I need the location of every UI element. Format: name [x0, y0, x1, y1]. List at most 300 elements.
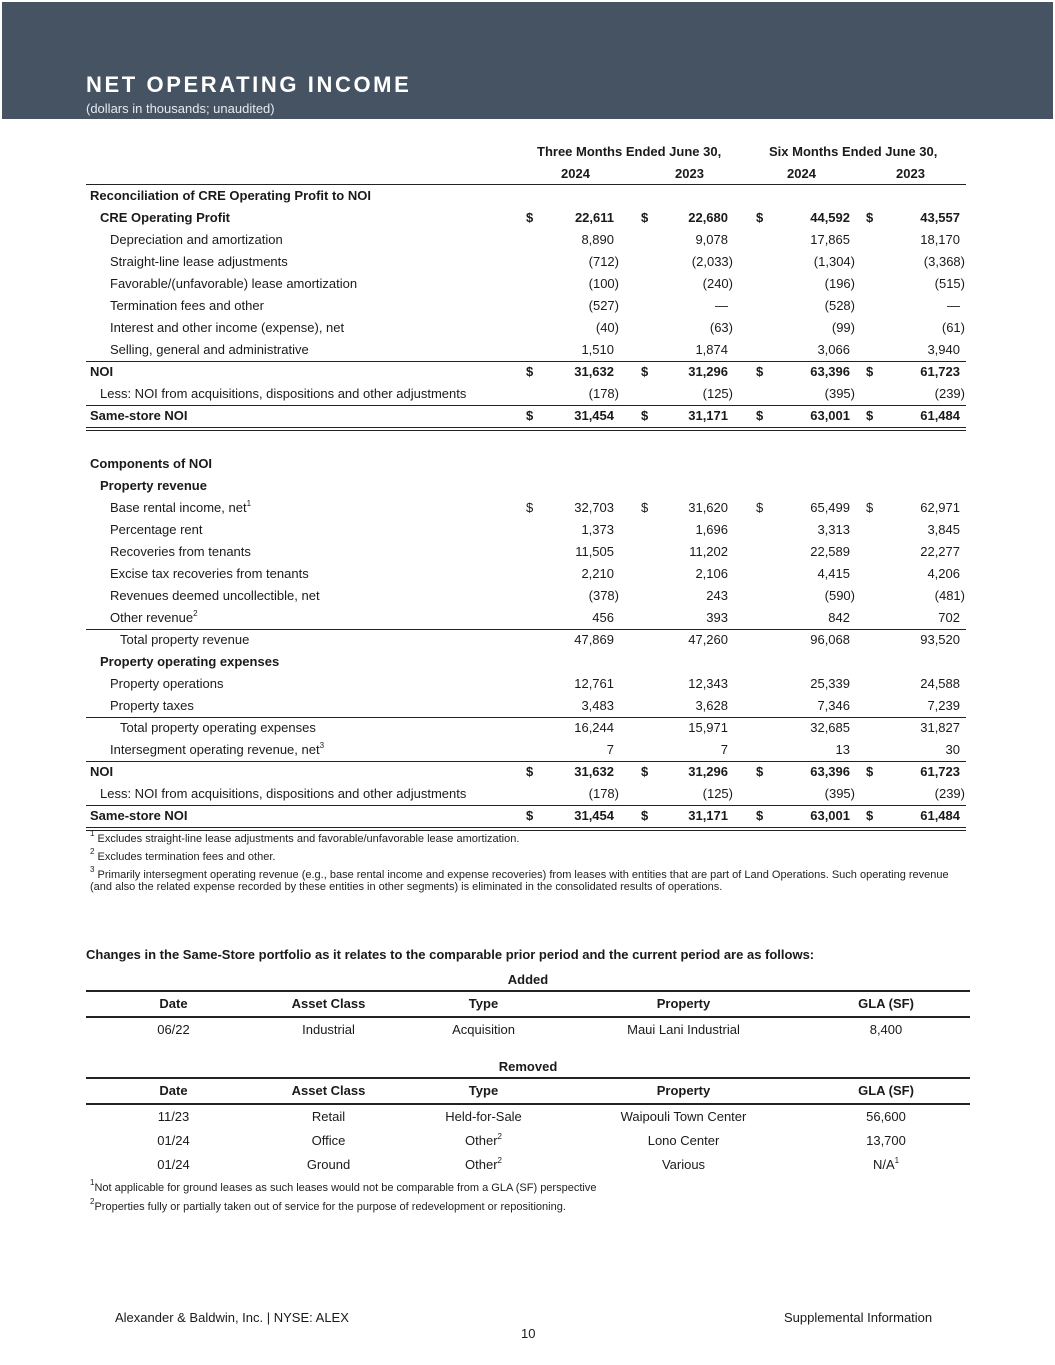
footnote-number: 3 [90, 865, 95, 874]
cell-asset-class [266, 1129, 391, 1153]
column-header: Property [656, 996, 711, 1011]
value-cell: 44,592 [810, 210, 850, 225]
noi-table [86, 141, 966, 831]
value-cell: (378) [588, 588, 619, 603]
footnote [90, 847, 966, 863]
value-cell: 47,869 [574, 632, 614, 647]
footnote-text: Excludes termination fees and other. [97, 851, 276, 863]
cell-text: Other [465, 1133, 498, 1148]
dollar-sign: $ [756, 808, 764, 823]
changes-footnotes [90, 1178, 597, 1220]
footnote-text: Primarily intersegment operating revenue (e.g., base rental income and expense recoveries) from leases with entities that are part of Land Operations. Such operating revenue (and also the related expense recorded by these entities in other segments) is eliminated in the consolidated results of operations. [90, 869, 949, 893]
value-cell: 1,874 [695, 342, 728, 357]
table-row [86, 497, 966, 519]
row-label-text: Excise tax recoveries from tenants [110, 566, 309, 581]
value-cell: 63,001 [810, 408, 850, 423]
row-label-text: Same-store NOI [90, 808, 188, 823]
column-header: Date [159, 1083, 188, 1098]
value-cell: 456 [592, 610, 614, 625]
cell-text: Ground [306, 1157, 351, 1172]
value-cell: (395) [824, 386, 855, 401]
value-cell: (63) [709, 320, 733, 335]
value-cell: 61,484 [920, 408, 960, 423]
cell-text: Office [311, 1133, 346, 1148]
value-cell: (125) [702, 386, 733, 401]
value-cell: 7,346 [817, 698, 850, 713]
footnote-number: 2 [90, 847, 95, 856]
header-rule [86, 184, 966, 185]
table-row [86, 475, 966, 497]
dollar-sign: $ [526, 210, 534, 225]
table-row [86, 739, 966, 761]
dollar-sign: $ [526, 364, 534, 379]
row-label-text: Recoveries from tenants [110, 544, 251, 559]
value-cell: (3,368) [923, 254, 965, 269]
removed-section-title: Removed [498, 1059, 558, 1074]
row-label-text: Property operating expenses [100, 654, 280, 669]
cell-text: Various [661, 1157, 706, 1172]
row-label-text: Property taxes [110, 698, 194, 713]
row-label [110, 519, 203, 541]
row-label [110, 339, 309, 361]
double-rule [86, 427, 966, 431]
table-row [86, 295, 966, 317]
year-header: 2023 [896, 166, 925, 181]
components-section [86, 453, 966, 831]
dollar-sign: $ [866, 500, 874, 515]
value-cell: 4,206 [927, 566, 960, 581]
cell-property [591, 1018, 776, 1042]
value-cell: (527) [588, 298, 619, 313]
cell-text: Held-for-Sale [445, 1109, 522, 1124]
value-cell: 65,499 [810, 500, 850, 515]
removed-table [86, 1077, 970, 1177]
footnote-text: Not applicable for ground leases as such leases would not be comparable from a GLA (SF) perspective [94, 1182, 597, 1194]
row-label [110, 695, 194, 717]
value-cell: (100) [588, 276, 619, 291]
value-cell: — [947, 298, 960, 313]
value-cell: 63,396 [810, 764, 850, 779]
value-cell: 16,244 [574, 720, 614, 735]
dollar-sign: $ [641, 500, 649, 515]
cell-property [591, 1129, 776, 1153]
column-header: Property [656, 1083, 711, 1098]
row-label [100, 383, 466, 405]
year-header: 2024 [561, 166, 590, 181]
value-cell: 31,296 [688, 364, 728, 379]
value-cell: 17,865 [810, 232, 850, 247]
value-cell: 7,239 [927, 698, 960, 713]
row-label-text: Less: NOI from acquisitions, dispositions and other adjustments [100, 786, 467, 801]
table-row [86, 339, 966, 361]
value-cell: (125) [702, 786, 733, 801]
noi-footnotes [90, 829, 966, 899]
value-cell: 7 [720, 742, 728, 757]
dollar-sign: $ [866, 364, 874, 379]
value-cell: (515) [934, 276, 965, 291]
cell-text: 13,700 [866, 1133, 906, 1148]
dollar-sign: $ [756, 408, 764, 423]
row-label-text: Components of NOI [90, 456, 213, 471]
column-header: Date [159, 996, 188, 1011]
section-spacer [86, 431, 966, 453]
table-row [86, 585, 966, 607]
page-number: 10 [521, 1326, 536, 1341]
dollar-sign: $ [641, 364, 649, 379]
row-label [90, 185, 371, 207]
row-label-text: Property operations [110, 676, 224, 691]
cell-gla [821, 1153, 951, 1177]
changes-title: Changes in the Same-Store portfolio as it relates to the comparable prior period and the current period are as follows: [86, 947, 815, 962]
cell-text: 01/24 [157, 1157, 190, 1172]
row-label [100, 207, 230, 229]
row-label-text: Interest and other income (expense), net [110, 320, 345, 335]
table-row [86, 273, 966, 295]
row-label-text: NOI [90, 764, 114, 779]
value-cell: 3,313 [817, 522, 850, 537]
cell-text: 56,600 [866, 1109, 906, 1124]
value-cell: 61,723 [920, 364, 960, 379]
value-cell: (196) [824, 276, 855, 291]
cell-gla [821, 1105, 951, 1129]
page-title: NET OPERATING INCOME [86, 72, 412, 97]
dollar-sign: $ [526, 408, 534, 423]
value-cell: 1,373 [581, 522, 614, 537]
table-row [86, 1129, 970, 1153]
value-cell: (590) [824, 588, 855, 603]
table-row [86, 805, 966, 827]
cell-text: Lono Center [647, 1133, 720, 1148]
value-cell: 30 [945, 742, 960, 757]
row-label-text: Selling, general and administrative [110, 342, 309, 357]
footnote-marker: 2 [193, 609, 198, 618]
row-label [110, 541, 251, 563]
cell-date [126, 1018, 221, 1042]
footnote-marker: 3 [319, 741, 325, 750]
value-cell: 13 [835, 742, 850, 757]
value-cell: 2,210 [581, 566, 614, 581]
value-cell: 9,078 [695, 232, 728, 247]
dollar-sign: $ [526, 764, 534, 779]
column-header: GLA (SF) [858, 1083, 914, 1098]
column-header-row [86, 990, 970, 1018]
table-row [86, 453, 966, 475]
changes-footnote [90, 1178, 597, 1194]
year-header-row [86, 163, 966, 185]
footnote-number: 1 [90, 829, 95, 838]
dollar-sign: $ [641, 408, 649, 423]
value-cell: (40) [595, 320, 619, 335]
value-cell: 3,483 [581, 698, 614, 713]
cell-text: Maui Lani Industrial [627, 1022, 740, 1037]
double-rule [86, 827, 966, 831]
value-cell: 43,557 [920, 210, 960, 225]
row-label [110, 497, 251, 519]
row-label-text: Termination fees and other [110, 298, 264, 313]
table-row [86, 1105, 970, 1129]
value-cell: 3,845 [927, 522, 960, 537]
period-header-three-months: Three Months Ended June 30, [537, 144, 722, 159]
cell-date [126, 1105, 221, 1129]
row-label [100, 651, 279, 673]
value-cell: 22,589 [810, 544, 850, 559]
value-cell: 11,202 [689, 544, 728, 559]
value-cell: 15,971 [688, 720, 728, 735]
row-label [100, 475, 207, 497]
column-header: Type [468, 996, 499, 1011]
row-label [110, 563, 309, 585]
value-cell: (528) [824, 298, 855, 313]
cell-property [591, 1153, 776, 1177]
cell-asset-class [266, 1105, 391, 1129]
value-cell: 702 [938, 610, 960, 625]
table-row [86, 651, 966, 673]
double-rule-line [86, 427, 966, 431]
cell-type [426, 1153, 541, 1177]
column-header: GLA (SF) [858, 996, 914, 1011]
value-cell: 31,632 [574, 764, 614, 779]
year-header: 2024 [787, 166, 816, 181]
value-cell: 31,827 [920, 720, 960, 735]
value-cell: 22,680 [688, 210, 728, 225]
value-cell: 12,761 [574, 676, 614, 691]
page-subtitle: (dollars in thousands; unaudited) [86, 101, 275, 116]
value-cell: 25,339 [810, 676, 850, 691]
value-cell: 22,611 [574, 210, 614, 225]
dollar-sign: $ [526, 808, 534, 823]
value-cell: 32,685 [810, 720, 850, 735]
value-cell: 393 [706, 610, 728, 625]
cell-date [126, 1153, 221, 1177]
table-row [86, 207, 966, 229]
footnote-marker: 2 [497, 1132, 502, 1141]
dollar-sign: $ [641, 210, 649, 225]
row-label [90, 453, 212, 475]
table-row [86, 629, 966, 651]
cell-text: 06/22 [157, 1022, 190, 1037]
row-label-text: Reconciliation of CRE Operating Profit to NOI [90, 188, 371, 203]
value-cell: 61,484 [920, 808, 960, 823]
cell-text: Industrial [302, 1022, 355, 1037]
row-label-text: Intersegment operating revenue, net [110, 742, 320, 757]
row-label [110, 317, 344, 339]
value-cell: (1,304) [813, 254, 855, 269]
value-cell: 1,510 [581, 342, 614, 357]
row-label-text: Base rental income, net [110, 500, 247, 515]
changes-footnote [90, 1197, 596, 1213]
value-cell: (2,033) [691, 254, 733, 269]
value-cell: 22,277 [920, 544, 960, 559]
footnote-marker: 1 [246, 499, 252, 508]
cell-text: 01/24 [157, 1133, 190, 1148]
cell-property [591, 1105, 776, 1129]
row-label-text: CRE Operating Profit [100, 210, 231, 225]
value-cell: 3,066 [817, 342, 850, 357]
value-cell: (481) [934, 588, 965, 603]
cell-gla [821, 1018, 951, 1042]
row-label-text: Total property revenue [120, 632, 250, 647]
dollar-sign: $ [756, 764, 764, 779]
row-label [110, 295, 264, 317]
table-row [86, 783, 966, 805]
row-label [120, 717, 316, 739]
value-cell: 243 [706, 588, 728, 603]
table-row [86, 563, 966, 585]
value-cell: 31,632 [574, 364, 614, 379]
footer-company: Alexander & Baldwin, Inc. | NYSE: ALEX [115, 1310, 349, 1325]
value-cell: 11,505 [575, 544, 614, 559]
dollar-sign: $ [641, 764, 649, 779]
cell-asset-class [266, 1153, 391, 1177]
value-cell: (178) [588, 786, 619, 801]
row-label [110, 673, 223, 695]
value-cell: 93,520 [920, 632, 960, 647]
value-cell: (712) [588, 254, 619, 269]
dollar-sign: $ [756, 364, 764, 379]
value-cell: 96,068 [810, 632, 850, 647]
value-cell: 47,260 [688, 632, 728, 647]
table-row [86, 317, 966, 339]
value-cell: 3,940 [927, 342, 960, 357]
row-label-text: Other revenue [110, 610, 194, 625]
value-cell: 31,296 [688, 764, 728, 779]
period-header-row [86, 141, 966, 163]
footnote-text: Excludes straight-line lease adjustments and favorable/unfavorable lease amortization. [97, 833, 520, 845]
row-label [110, 739, 324, 761]
row-label-text: Less: NOI from acquisitions, dispositions and other adjustments [100, 386, 467, 401]
row-label-text: Depreciation and amortization [110, 232, 283, 247]
value-cell: 31,454 [574, 408, 614, 423]
dollar-sign: $ [756, 500, 764, 515]
dollar-sign: $ [866, 808, 874, 823]
cell-text: 8,400 [869, 1022, 903, 1037]
footnote-marker: 2 [497, 1156, 502, 1165]
table-row [86, 229, 966, 251]
footnote [90, 829, 966, 845]
dollar-sign: $ [526, 500, 534, 515]
row-label [90, 805, 188, 827]
dollar-sign: $ [866, 210, 874, 225]
row-label-text: Percentage rent [110, 522, 203, 537]
value-cell: 63,396 [810, 364, 850, 379]
cell-type [426, 1105, 541, 1129]
value-cell: (239) [934, 386, 965, 401]
value-cell: 31,171 [688, 408, 728, 423]
table-row [86, 695, 966, 717]
column-header: Asset Class [291, 1083, 366, 1098]
value-cell: 1,696 [695, 522, 728, 537]
value-cell: 24,588 [920, 676, 960, 691]
cell-text: 11/23 [157, 1109, 190, 1124]
row-label-text: Property revenue [100, 478, 207, 493]
row-label-text: Straight-line lease adjustments [110, 254, 288, 269]
value-cell: 31,454 [574, 808, 614, 823]
footer-supplemental: Supplemental Information [784, 1310, 933, 1325]
table-row [86, 361, 966, 383]
dollar-sign: $ [641, 808, 649, 823]
column-header: Type [468, 1083, 499, 1098]
value-cell: 31,620 [688, 500, 728, 515]
cell-type [426, 1129, 541, 1153]
footnote-text: Properties fully or partially taken out of service for the purpose of redevelopment or repositioning. [94, 1201, 566, 1213]
cell-text: Other [465, 1157, 498, 1172]
row-label-text: Total property operating expenses [120, 720, 316, 735]
value-cell: — [715, 298, 728, 313]
table-row [86, 1153, 970, 1177]
table-row [86, 673, 966, 695]
value-cell: 61,723 [920, 764, 960, 779]
value-cell: (178) [588, 386, 619, 401]
period-header-six-months: Six Months Ended June 30, [769, 144, 938, 159]
value-cell: (240) [702, 276, 733, 291]
footnote-number: 1 [90, 1178, 95, 1187]
row-label-text: Same-store NOI [90, 408, 188, 423]
double-rule-line [86, 827, 966, 831]
table-row [86, 185, 966, 207]
dollar-sign: $ [866, 764, 874, 779]
value-cell: 842 [828, 610, 850, 625]
table-row [86, 717, 966, 739]
row-label [90, 761, 113, 783]
dollar-sign: $ [756, 210, 764, 225]
row-label [110, 607, 198, 629]
table-row [86, 607, 966, 629]
value-cell: (395) [824, 786, 855, 801]
row-label-text: Favorable/(unfavorable) lease amortization [110, 276, 358, 291]
table-row [86, 519, 966, 541]
row-label [110, 229, 283, 251]
dollar-sign: $ [866, 408, 874, 423]
value-cell: 4,415 [817, 566, 850, 581]
cell-asset-class [266, 1018, 391, 1042]
cell-text: N/A [872, 1157, 895, 1172]
value-cell: (99) [831, 320, 855, 335]
cell-text: Waipouli Town Center [620, 1109, 747, 1124]
cell-text: Acquisition [452, 1022, 515, 1037]
column-header: Asset Class [291, 996, 366, 1011]
row-label [110, 585, 320, 607]
value-cell: 12,343 [688, 676, 728, 691]
row-label [90, 405, 188, 427]
footnote-number: 2 [90, 1197, 95, 1206]
added-section-title: Added [507, 972, 549, 987]
page-header-banner [2, 2, 1053, 119]
year-header: 2023 [675, 166, 704, 181]
cell-text: Retail [311, 1109, 346, 1124]
value-cell: 62,971 [920, 500, 960, 515]
value-cell: 7 [606, 742, 614, 757]
table-row [86, 761, 966, 783]
footnote [90, 865, 966, 893]
table-row [86, 1018, 970, 1042]
value-cell: 31,171 [688, 808, 728, 823]
row-label [100, 783, 466, 805]
value-cell: 3,628 [695, 698, 728, 713]
table-row [86, 383, 966, 405]
table-row [86, 541, 966, 563]
cell-gla [821, 1129, 951, 1153]
table-row [86, 251, 966, 273]
row-label [110, 251, 288, 273]
table-row [86, 405, 966, 427]
reconciliation-section [86, 185, 966, 431]
value-cell: 18,170 [920, 232, 960, 247]
added-table [86, 990, 970, 1042]
row-label-text: Revenues deemed uncollectible, net [110, 588, 320, 603]
footnote-marker: 1 [894, 1156, 900, 1165]
value-cell: (61) [941, 320, 965, 335]
value-cell: (239) [934, 786, 965, 801]
